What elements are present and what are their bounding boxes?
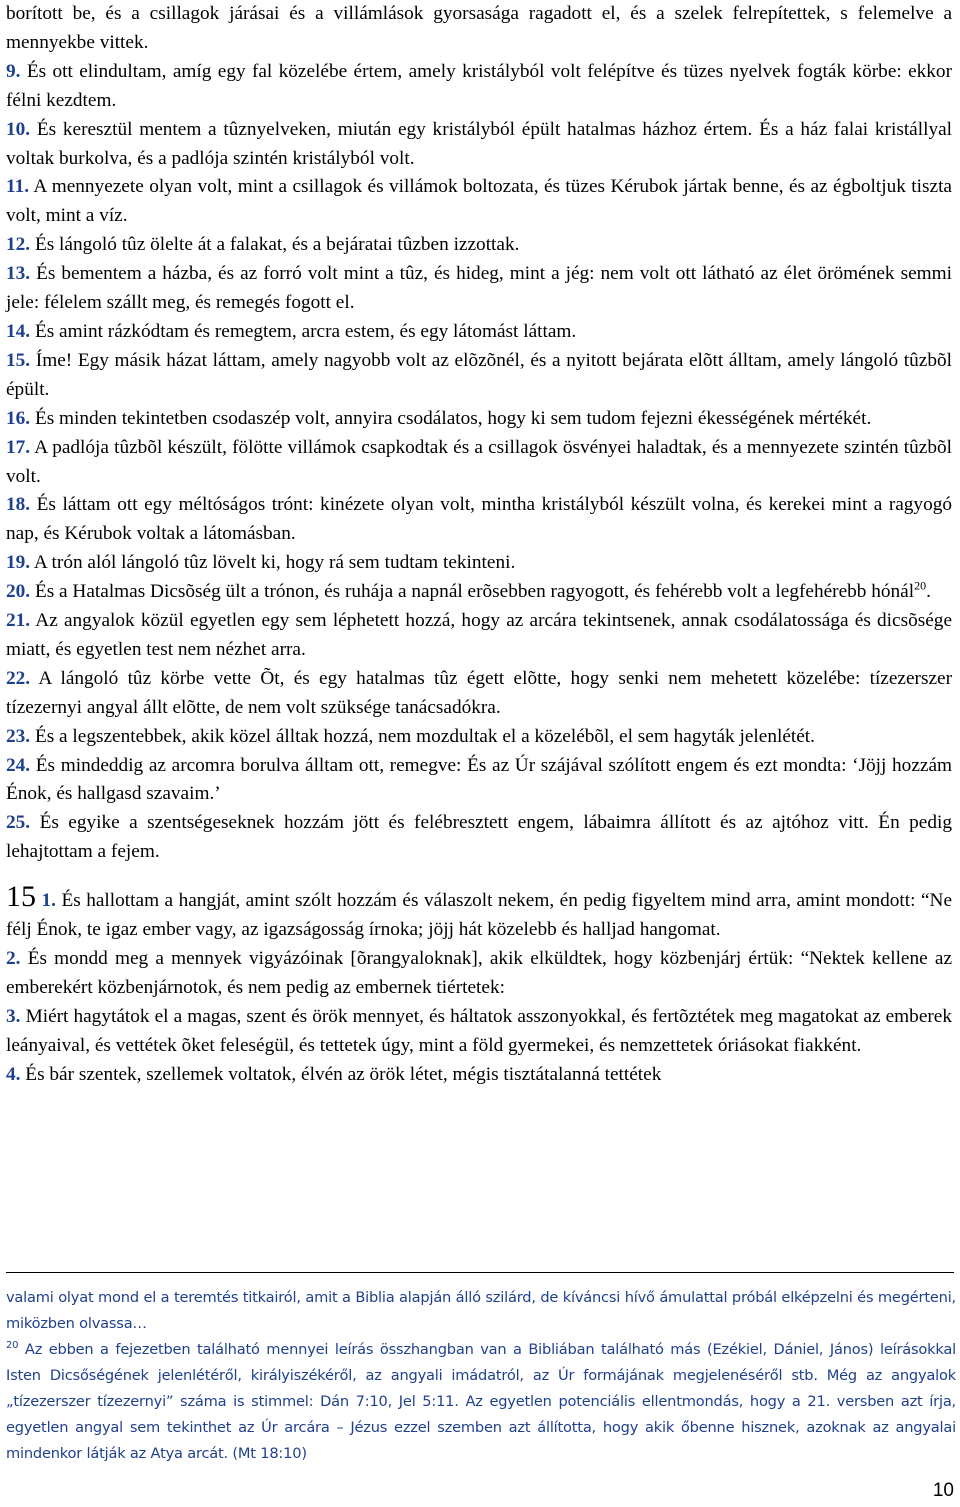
- chapter-number: 15: [6, 880, 36, 914]
- verse: [6, 58, 952, 116]
- verse: [6, 1003, 952, 1061]
- verse-text: Íme! Egy másik házat láttam, amely nagyobb volt az elõzõnél, és a nyitott bejárata elõtt álltam, amely lángoló tûzbõl épült.: [6, 349, 952, 400]
- verse-text: Miért hagytátok el a magas, szent és örök mennyet, és háltatok asszonyokkal, és fertõztétek meg magatokat az emberek leányaival, és vettétek õket feleségül, és tettetek úgy, mint a föld gyermekei, és nemzettetek óriásokat fiakként.: [6, 1005, 952, 1056]
- verse-text: És egyike a szentségeseknek hozzám jött és felébresztett engem, lábaimra állított és az ajtóhoz vitt. Én pedig lehajtottam a fejem.: [6, 812, 952, 863]
- footnote-text: Az ebben a fejezetben található mennyei leírás összhangban van a Bibliában található más (Ezékiel, Dániel, János) leírásokkal Isten Dicsőségének jelenlétéről, királyiszékéről, az angyali imádatról, az Úr formájának megjelenéséről stb. Még az angyalok „tízezerszer tízezernyi” száma is stimmel: Dán 7:10, Jel 5:11. Az egyetlen potenciális ellentmondás, hogy a 21. versben azt írja, egyetlen angyal sem tekinthet az Úr arcára – Jézus ezzel szemben azt állította, hogy akik őbenne hisznek, azoknak az angyalai mindenkor látják az Atya arcát. (Mt 18:10): [6, 1341, 956, 1462]
- verse-text: És lángoló tûz ölelte át a falakat, és a bejáratai tûzben izzottak.: [34, 234, 520, 256]
- verse: [6, 549, 952, 578]
- verse-text: És bementem a házba, és az forró volt mint a tûz, és hideg, mint a jég: nem volt ott látható az élet örömének semmi jele: félelem szállt meg, és remegés fogott el.: [6, 263, 952, 314]
- verse-text: A lángoló tûz körbe vette Õt, és egy hatalmas tûz égett elõtte, hogy senki nem mehetett közelébe: tízezerszer tízezernyi angyal állt elõtte, de nem volt szüksége tanácsadókra.: [6, 667, 952, 718]
- verse: [6, 752, 952, 810]
- verse: [6, 945, 952, 1003]
- verse-text: És láttam ott egy méltóságos trónt: kinézete olyan volt, mintha kristályból készült volna, és kerekei mint a ragyogó nap, és Kérubok voltak a látomásban.: [6, 494, 952, 545]
- verse-list-top: [6, 0, 952, 578]
- verse-text: És mondd meg a mennyek vigyázóinak [õrangyaloknak], akik elküldtek, hogy közbenjárj értük: “Nektek kellene az emberekért közbenjárnotok, és nem pedig az embernek tiértetek:: [6, 948, 953, 998]
- verse: [6, 723, 952, 752]
- chapter-15-verse-1: [6, 880, 953, 945]
- footnote-ref-20[interactable]: 20: [914, 578, 927, 593]
- footnote-20: [6, 1337, 956, 1467]
- verse-number: 22.: [6, 667, 31, 689]
- verse-number: 12.: [6, 234, 31, 256]
- verse: [6, 347, 952, 405]
- verse: [6, 405, 952, 434]
- verse-number: 23.: [6, 725, 31, 747]
- verse-text: És ott elindultam, amíg egy fal közelébe értem, amely kristályból volt felépítve és tüzes nyelvek fogták körbe: ekkor félni kezdtem.: [6, 60, 952, 111]
- verse-number: 20.: [6, 581, 31, 603]
- verse-number: 4.: [6, 1063, 21, 1085]
- footnote-divider: [6, 1272, 954, 1273]
- verse-number: 9.: [6, 60, 21, 82]
- verse-text: És amint rázkódtam és remegtem, arcra estem, és egy látomást láttam.: [34, 320, 577, 342]
- footnote-continuation: valami olyat mond el a teremtés titkairól, amit a Biblia alapján álló szilárd, de kíváncsi hívő ámulattal próbál elképzelni és megérteni, miközben olvassa…: [6, 1289, 956, 1332]
- verse-text: És a legszentebbek, akik közel álltak hozzá, nem mozdultak el a közelébõl, el sem hagyták jelenlétét.: [34, 725, 815, 747]
- verse: [6, 809, 952, 867]
- verse-text: És mindeddig az arcomra borulva álltam ott, remegve: És az Úr szájával szólított engem és ezt mondta: ‘Jöjj hozzám Énok, és hallgasd szavaim.’: [6, 754, 952, 805]
- verse: [6, 260, 952, 318]
- footnotes: [6, 1285, 956, 1467]
- verse-list-chapter-15: [6, 945, 952, 1090]
- verse: [6, 665, 952, 723]
- verse: [6, 318, 952, 347]
- verse-number: 2.: [6, 948, 21, 969]
- verse-text: És minden tekintetben csodaszép volt, annyira csodálatos, hogy ki sem tudom fejezni ékességének mértékét.: [34, 407, 872, 429]
- verse-end: .: [926, 581, 931, 603]
- verse: [6, 434, 952, 492]
- verse-text: A trón alól lángoló tûz lövelt ki, hogy rá sem tudtam tekinteni.: [33, 552, 516, 574]
- verse-list-mid: [6, 607, 952, 867]
- verse: [6, 491, 952, 549]
- verse-number: 18.: [6, 494, 31, 516]
- page-number: 10: [932, 1480, 954, 1501]
- verse-text: Az angyalok közül egyetlen egy sem léphetett hozzá, hogy az arcára tekintsenek, annak csodálatossága és dicsõsége miatt, és egyetlen test nem nézhet arra.: [6, 610, 953, 660]
- verse-number: 24.: [6, 754, 31, 776]
- verse: [6, 1061, 952, 1090]
- verse-number: 1.: [41, 890, 56, 912]
- verse: [6, 173, 952, 231]
- footnote-number: 20: [6, 1340, 19, 1352]
- verse-number: 21.: [6, 610, 31, 632]
- verse-20: [6, 578, 952, 607]
- verse-number: 10.: [6, 118, 31, 140]
- verse-text: És hallottam a hangját, amint szólt hozzám és válaszolt nekem, én pedig figyeltem mind arra, amint mondott: “Ne félj Énok, te igaz ember vagy, az igazságosság írnoka; jöjj hát közelebb és halljad hangomat.: [6, 890, 953, 941]
- verse-text: És a Hatalmas Dicsõség ült a trónon, és ruhája a napnál erõsebben ragyogott, és fehérebb volt a legfehérebb hónál: [34, 581, 915, 603]
- verse: [6, 231, 952, 260]
- verse-number: 17.: [6, 436, 31, 458]
- verse-text: És bár szentek, szellemek voltatok, élvén az örök létet, mégis tisztátalanná tettétek: [25, 1063, 662, 1085]
- verse-number: 25.: [6, 812, 31, 834]
- verse-number: 15.: [6, 349, 31, 371]
- verse-number: 13.: [6, 263, 31, 285]
- verse-number: 19.: [6, 552, 31, 574]
- verse: [6, 116, 952, 174]
- verse-text: A mennyezete olyan volt, mint a csillagok és villámok boltozata, és tüzes Kérubok jártak benne, és az égboltjuk tiszta volt, mint a víz.: [6, 176, 952, 227]
- verse: [6, 0, 952, 58]
- verse-number: 11.: [6, 176, 30, 198]
- main-text: [6, 0, 952, 1090]
- verse-text: borított be, és a csillagok járásai és a villámlások gyorsasága ragadott el, és a szelek felrepítettek, s felemelve a mennyekbe vittek.: [6, 3, 952, 53]
- verse-text: És keresztül mentem a tûznyelveken, miután egy kristályból épült hatalmas házhoz értem. És a ház falai kristállyal voltak burkolva, és a padlója szintén kristályból volt.: [6, 118, 953, 169]
- verse-number: 3.: [6, 1005, 21, 1027]
- verse-text: A padlója tûzbõl készült, fölötte villámok csapkodtak és a csillagok ösvényei haladtak, és a mennyezete szintén tûzbõl volt.: [6, 436, 952, 487]
- verse: [6, 607, 952, 665]
- verse-number: 16.: [6, 407, 31, 429]
- verse-number: 14.: [6, 320, 31, 342]
